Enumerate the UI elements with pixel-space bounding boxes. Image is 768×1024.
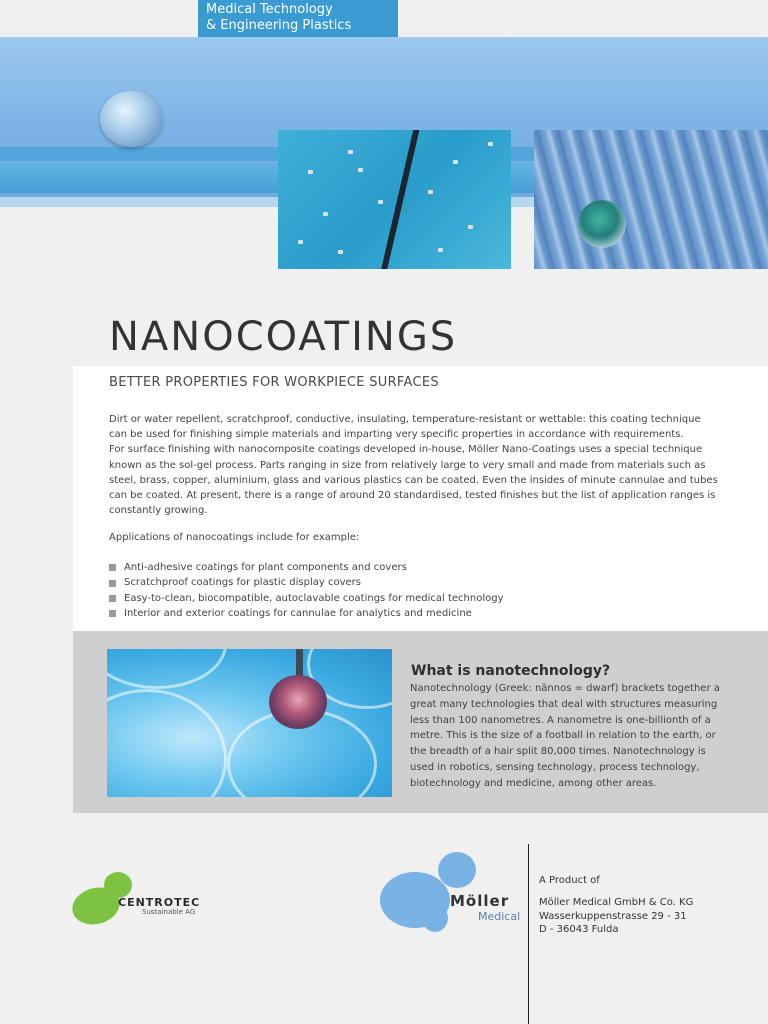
moller-name: Möller <box>450 892 510 910</box>
moller-medical-logo <box>378 852 526 934</box>
intro-text <box>109 412 719 518</box>
coated-sphere-photo <box>107 649 392 797</box>
list-item: Easy-to-clean, biocompatible, autoclavable coatings for medical technology <box>109 591 504 606</box>
company-name: Möller Medical GmbH & Co. KG <box>539 897 694 908</box>
page-subtitle: BETTER PROPERTIES FOR WORKPIECE SURFACES <box>109 375 439 390</box>
intro-paragraph: For surface finishing with nanocomposite coatings developed in-house, Möller Nano-Coatings uses a special technique known as the sol-gel process. Parts ranging in size from relatively large to very small and made from materials such as steel, brass, copper, aluminium, glass and various plastics can be coated. Even the insides of minute cannulae and tubes can be coated. At present, there is a range of around 20 standardised, tested finishes but the list of application ranges is constantly growing. <box>109 444 718 517</box>
bullet-square-icon <box>109 580 116 587</box>
applications-list <box>109 560 504 622</box>
coated-surface-photo <box>534 130 768 269</box>
page-title: NANOCOATINGS <box>109 314 458 360</box>
list-item: Anti-adhesive coatings for plant components and covers <box>109 560 504 575</box>
bullet-square-icon <box>109 610 116 617</box>
company-city: D - 36043 Fulda <box>539 924 619 935</box>
centrotec-logo <box>72 872 212 924</box>
applications-intro: Applications of nanocoatings include for example: <box>109 532 360 543</box>
moller-sub: Medical <box>478 910 521 923</box>
footer-divider <box>528 844 529 1024</box>
nanotech-heading: What is nanotechnology? <box>411 663 611 679</box>
company-address <box>539 896 693 937</box>
list-item: Scratchproof coatings for plastic display covers <box>109 575 504 590</box>
centrotec-sub: Sustainable AG <box>142 908 196 916</box>
product-of-label: A Product of <box>539 875 600 886</box>
company-street: Wasserkuppenstrasse 29 - 31 <box>539 910 687 922</box>
bullet-square-icon <box>109 564 116 571</box>
intro-paragraph: Dirt or water repellent, scratchproof, conductive, insulating, temperature-resistant or wettable: this coating technique can be used for finishing simple materials and imparting very specific properties in accordance with requirements. <box>109 414 701 441</box>
content-panel <box>73 366 768 631</box>
water-droplet-image <box>100 91 162 147</box>
header-tab-line2: & Engineering Plastics <box>206 18 352 33</box>
centrotec-name: CENTROTEC <box>118 896 201 909</box>
nanotech-text: Nanotechnology (Greek: nãnnos = dwarf) brackets together a great many technologies that deal with structures measuring less than 100 nanometres. A nanometre is one-billionth of a metre. This is the size of a football in relation to the earth, or the breadth of a hair split 80,000 times. Nanotechnology is used in robotics, sensing technology, process technology, biotechnology and medicine, among other areas. <box>410 683 720 789</box>
bullet-square-icon <box>109 595 116 602</box>
list-item: Interior and exterior coatings for cannulae for analytics and medicine <box>109 606 504 621</box>
header-tab <box>198 0 398 37</box>
scratched-surface-photo <box>278 130 511 269</box>
header-tab-line1: Medical Technology <box>206 2 333 17</box>
nanotech-info-box <box>73 631 768 813</box>
